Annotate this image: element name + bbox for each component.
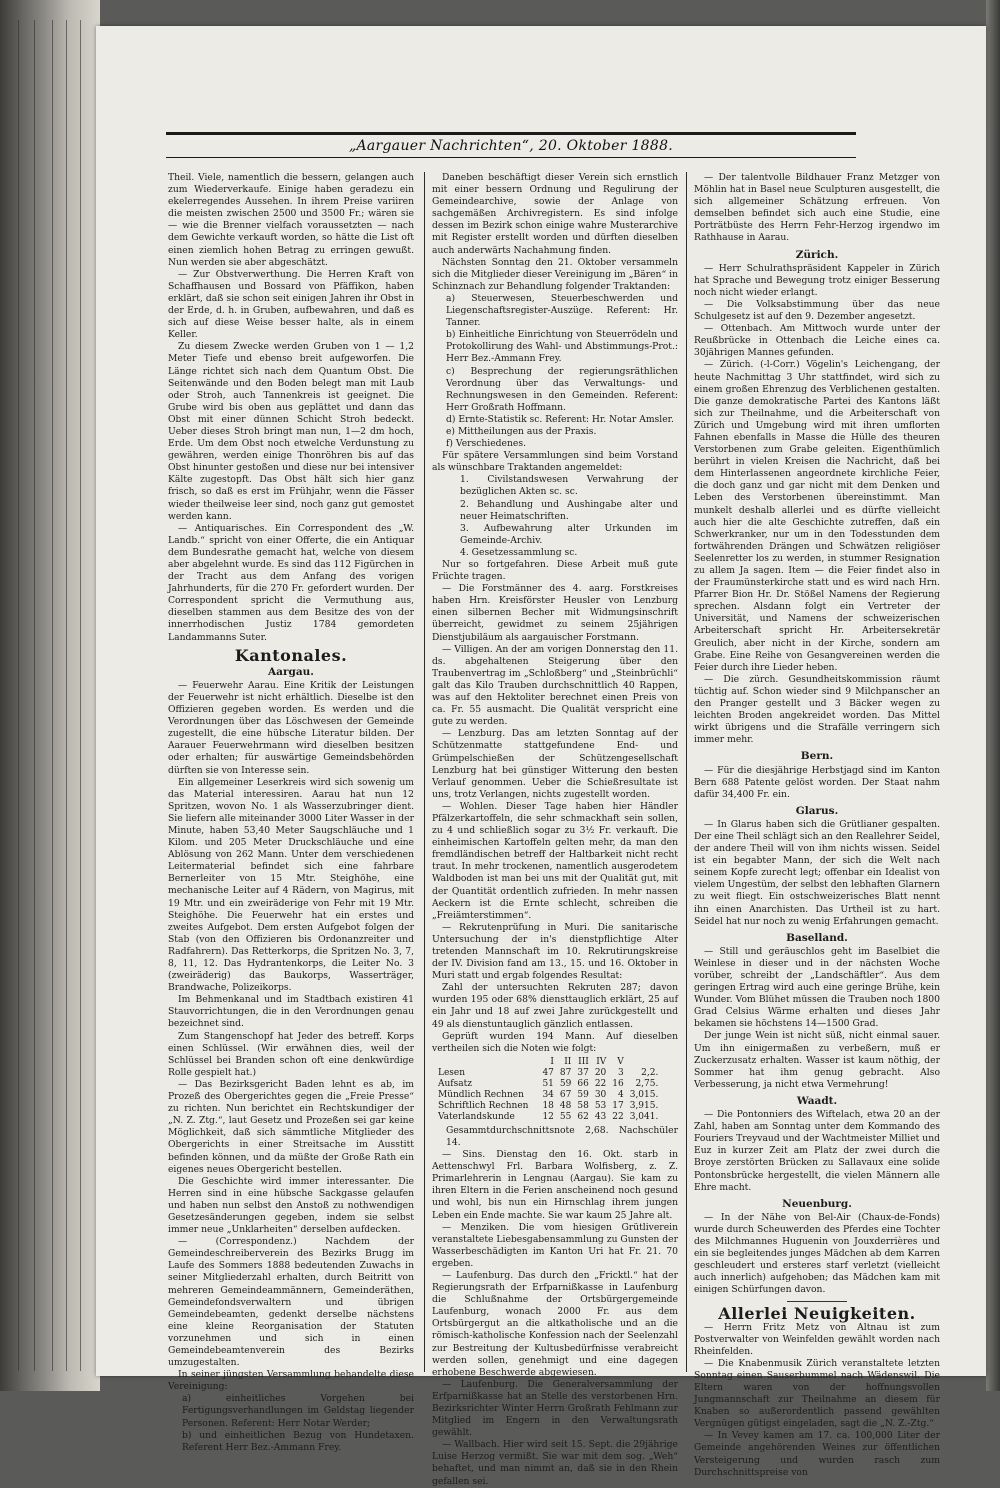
book-binding bbox=[0, 0, 100, 1391]
paragraph: — Die Pontonniers des Wiftelach, etwa 20 an der Zahl, haben am Sonntag unter dem Kommando des Fouriers Treyvaud und der Wachtmeister Milliet und Euz in kurzer Zeit am Platz der zwei durch die Broye zerstörten Brücken zu Sallavaux eine solide Pontonsbrücke hergestellt, die vielen Männern alle Ehre macht. bbox=[694, 1109, 940, 1193]
grades-summary: Gesammtdurchschnittsnote 2,68. Nachschüler 14. bbox=[446, 1124, 678, 1148]
list-item: a) Steuerwesen, Steuerbeschwerden und Liegenschaftsregister-Auszüge. Referent: Hr. Tanner. bbox=[446, 292, 678, 329]
table-cell: Aufsatz bbox=[438, 1078, 472, 1089]
paragraph: — Das Bezirksgericht Baden lehnt es ab, im Prozeß des Obergerichtes gegen die „Freie Presse“ zu richten. Nun berichtet ein Rechtskundiger der „N. Z. Ztg.“, laut Gesetz und Prozeßen sei gar keine Möglichkeit, daß sich sämmtliche Mitglieder des Obergerichts in einer Streitsache im Ausstitt befinden können, und da müßte der Große Rath ein eigenes neues Obergericht bestellen. bbox=[168, 1078, 414, 1175]
paragraph: — In Vevey kamen am 17. ca. 100,000 Liter der Gemeinde angehörenden Weines zur öffentlichen Versteigerung und wurden rasch zum Durchschnittspreise von bbox=[694, 1430, 940, 1478]
list-item: 2. Behandlung und Aushingabe alter und neuer Heimatschriften. bbox=[460, 498, 678, 522]
paragraph: Geprüft wurden 194 Mann. Auf dieselben vertheilen sich die Noten wie folgt: bbox=[432, 1030, 678, 1054]
table-cell: 59 bbox=[577, 1089, 589, 1100]
list-item: b) und einheitlichen Bezug von Hundetaxen. Referent Herr Bez.-Ammann Frey. bbox=[182, 1429, 414, 1453]
paragraph: Zahl der untersuchten Rekruten 287; davon wurden 195 oder 68% diensttauglich erklärt, 25 auf ein Jahr und 18 auf zwei Jahre zurückgestellt und 49 als dienstuntauglich gänzlich entlassen. bbox=[432, 982, 678, 1030]
paragraph: Für spätere Versammlungen sind beim Vorstand als wünschbare Traktanden angemeldet: bbox=[432, 450, 678, 474]
subsection-heading: Glarus. bbox=[795, 804, 839, 817]
table-cell: 30 bbox=[594, 1089, 607, 1100]
paragraph: — Still und geräuschlos geht im Baselbiet die Weinlese in dieser und in der nächsten Woche vorüber, schreibt der „Landschäftler“. Aus dem geringen Ertrag wird auch eine geringe Brühe, kein Wunder. Vom Blühet müssen die Trauben noch 1800 Grad Celsius Wärme erhalten und dieses Jahr bekamen sie höchstens 14—1500 Grad. bbox=[694, 945, 940, 1030]
subsection-heading: Aargau. bbox=[268, 665, 314, 678]
paragraph: — Die Volksabstimmung über das neue Schulgesetz ist auf den 9. Dezember angesetzt. bbox=[694, 298, 940, 323]
paragraph: — Wallbach. Hier wird seit 15. Sept. die 29jährige Luise Herzog vermißt. Sie war mit dem sog. „Weh“ behaftet, und man nimmt an, daß sie in den Rhein gefallen sei. bbox=[432, 1439, 678, 1487]
table-cell: 58 bbox=[577, 1100, 589, 1111]
table-row bbox=[438, 1068, 664, 1079]
paragraph: Zu diesem Zwecke werden Gruben von 1 — 1,2 Meter Tiefe und ebenso breit aufgeworfen. Die Länge richtet sich nach dem Quantum Obst. Die Seitenwände und den Boden belegt man mit Laub oder Stroh, auch Tannenkreis ist geeignet. Die Grube wird bis oben aus geplättet und dann das Obst mit einer dünnen Schicht Stroh bedeckt. Ueber dieses Stroh bringt man nun, 1—2 dm hoch, Erde. Um dem Obst noch etwelche Verdunstung zu gewähren, werden einige Thonröhren bis auf das Obst hinunter gestoßen und diese nur bei intensiver Kälte zugestopft. Das Obst hält sich hier ganz frisch, so daß es erst im Frühjahr, wenn die Fässer wieder theilweise leer sind, noch ganz gut gemostet werden kann. bbox=[168, 341, 414, 522]
column-divider bbox=[424, 172, 425, 1372]
paragraph: — Wohlen. Dieser Tage haben hier Händler Pfälzerkartoffeln, die sehr schmackhaft sein sollen, zu 4 und schließlich sogar zu 3½ Fr. verkauft. Die einheimischen Kartoffeln gelten mehr, da man den fremdländischen betreff der Haltbarkeit nicht recht traut. In mehr trockenen, namentlich ausgerodetem Waldboden ist man bei uns mit der Qualität gut, mit der Quantität ordentlich zufrieden. In mehr nassen Aeckern ist die Ernte schlecht, schreiben die „Freiämterstimmen“. bbox=[432, 800, 678, 921]
paragraph: — Zur Obstverwerthung. Die Herren Kraft von Schaffhausen und Bossard von Pfäffikon, haben erklärt, daß sie schon seit einigen Jahren ihr Obst in der Erde, d. h. in Gruben, aufbewahren, und daß es sich auf diese Weise besser halte, als in einem Keller. bbox=[168, 268, 414, 341]
page-edge bbox=[986, 0, 1000, 1391]
table-cell: 2,75. bbox=[635, 1078, 659, 1089]
column-divider bbox=[686, 172, 687, 1372]
table-cell: 3 bbox=[617, 1067, 624, 1078]
paragraph: — Die zürch. Gesundheitskommission räumt tüchtig auf. Schon wieder sind 9 Milchpanscher an den Pranger gestellt und 3 Bäcker wegen zu leichten Broden angekreidet worden. Das Mittel wirkt übrigens und die Strafälle verringern sich immer mehr. bbox=[694, 673, 940, 746]
table-cell: 22 bbox=[594, 1078, 607, 1089]
subsection-heading: Baselland. bbox=[786, 931, 848, 944]
list-item: 1. Civilstandswesen Verwahrung der bezüglichen Akten sc. sc. bbox=[460, 474, 678, 498]
table-cell: Schriftlich Rechnen bbox=[438, 1100, 529, 1111]
table-cell: 43 bbox=[594, 1111, 607, 1122]
paragraph: — Sins. Dienstag den 16. Okt. starb in Aettenschwyl Frl. Barbara Wolfisberg, z. Z. Primarlehrerin in Lengnau (Aargau). Sie kam zu ihren Eltern in die Ferien anscheinend noch gesund und wohl, bis nun ein Hirnschlag ihrem jungen Leben ein Ende machte. Sie war kaum 25 Jahre alt. bbox=[432, 1149, 678, 1221]
table-row bbox=[438, 1057, 664, 1068]
table-cell: V bbox=[617, 1056, 624, 1067]
table-cell: 48 bbox=[559, 1100, 572, 1111]
paragraph: — Villigen. An der am vorigen Donnerstag den 11. ds. abgehaltenen Steigerung über den Traubenvertrag im „Schloßberg“ und „Steinbrüchli“ galt das Kilo Trauben durchschnittlich 40 Rappen, was auf den Hektoliter berechnet einen Preis von ca. Fr. 55 ausmacht. Die Qualität verspricht eine gute zu werden. bbox=[432, 643, 678, 728]
paragraph: — Der talentvolle Bildhauer Franz Metzger von Möhlin hat in Basel neue Sculpturen ausgestellt, die sich allgemeiner Schätzung erfreuen. Von demselben befindet sich auch eine Studie, eine Porträtbüste des Herrn Fehr-Herzog irgendwo im Rathhause in Aarau. bbox=[694, 172, 940, 244]
table-cell: 12 bbox=[542, 1111, 554, 1122]
table-cell: 17 bbox=[612, 1100, 624, 1111]
table-cell: I bbox=[550, 1056, 554, 1067]
paragraph: In seiner jüngsten Versammlung behandelte diese Vereinigung: bbox=[168, 1369, 414, 1393]
newspaper-page bbox=[96, 26, 986, 1487]
paragraph: Theil. Viele, namentlich die bessern, gelangen auch zum Wiederverkaufe. Einige haben geradezu ein ekelerregendes Aussehen. In ihrem Preise variiren die meisten zwischen 2500 und 3500 Fr.; wären sie — wie die Brenner vielfach voraussetzten — nach dem Gewichte verkauft worden, so hätte die List oft einen ziemlich hohen Betrag zu erringen gewußt. Nun werden sie aber abgeschätzt. bbox=[168, 172, 414, 268]
table-cell: 87 bbox=[559, 1067, 572, 1078]
table-cell: Lesen bbox=[438, 1067, 466, 1078]
table-cell bbox=[438, 1057, 542, 1068]
paragraph: — Laufenburg. Die Generalversammlung der Erfparnißkasse hat an Stelle des verstorbenen Hrn. Bezirksrichter Winter Herrn Großrath Fehlmann zur Mitglied im Engern in den Verwaltungsrath gewählt. bbox=[432, 1378, 678, 1439]
header-title: „Aargauer Nachrichten“, 20. Oktober 1888. bbox=[348, 138, 674, 154]
list-item: 4. Gesetzessammlung sc. bbox=[460, 546, 578, 558]
subsection-heading: Zürich. bbox=[795, 248, 839, 261]
subsection-heading: Bern. bbox=[800, 750, 834, 763]
table-cell: 16 bbox=[612, 1078, 624, 1089]
table-cell: 59 bbox=[559, 1078, 572, 1089]
list-item: f) Verschiedenes. bbox=[446, 438, 526, 450]
table-cell: 62 bbox=[577, 1111, 589, 1122]
table-cell: Mündlich Rechnen bbox=[438, 1089, 524, 1100]
grades-table bbox=[438, 1057, 664, 1123]
paragraph: Ein allgemeiner Leserkreis wird sich sowenig um das Material interessiren. Aarau hat nun 12 Spritzen, wovon No. 1 als Wasserzubringer dient. Sie liefern alle miteinander 3000 Liter Wasser in der Minute, haben 53,40 Meter Saugschläuche und 1 Kilom. und 205 Meter Druckschläuche und eine Ablösung von 262 Mann. Unter dem verschiedenen Leitermaterial befindet sich eine fahrbare Bernerleiter von 15 Mtr. Steighöhe, eine mechanische Leiter auf 4 Rädern, von Magirus, mit 19 Mtr. und ein zweiräderige von Fehr mit 19 Mtr. Steighöhe. Die Feuerwehr hat ein erstes und zweites Aufgebot. Dem ersten Aufgebot folgen der Stab (von den Offizieren bis Ordonanzreiter und Radfahrern). Das Retterkorps, die Spritzen No. 3, 7, 8, 11, 12. Das Hydrantenkorps, die Leiter No. 3 (zweiräderig) das Baukorps, Wasserträger, Brandwache, Polizeikorps. bbox=[168, 776, 414, 994]
list-item: b) Einheitliche Einrichtung von Steuerrödeln und Protokollirung des Wahl- und Abstimmungs-Prot.: Herr Bez.-Ammann Frey. bbox=[446, 329, 678, 365]
table-row bbox=[438, 1079, 664, 1090]
paragraph: Zum Stangenschopf hat Jeder des betreff. Korps einen Schlüssel. (Wir erwähnen dies, weil der Schlüssel bei Branden schon oft eine denkwürdige Rolle gespielt hat.) bbox=[168, 1030, 414, 1078]
paragraph: — Feuerwehr Aarau. Eine Kritik der Leistungen der Feuerwehr ist nicht erhältlich. Dieselbe ist den Offizieren gegeben worden. Es werden und die Verordnungen über das Löschwesen der Gemeinde zugestellt, die eine hübsche Literatur bilden. Der Aarauer Feuerwehrmann wird dieselben besitzen oder erhalten; für auswärtige Gemeindsbehörden dürften sie von Interesse sein. bbox=[168, 679, 414, 776]
paragraph: — Ottenbach. Am Mittwoch wurde unter der Reußbrücke in Ottenbach die Leiche eines ca. 30jährigen Mannes gefunden. bbox=[694, 323, 940, 359]
paragraph: — Zürich. (-l-Corr.) Vögelin's Leichengang, der heute Nachmittag 3 Uhr stattfindet, wird sich zu einem großen Ehrenzug des Verblichenen gestalten. Die ganze demokratische Partei des Kantons läßt sich zur Theilnahme, und die Arbeiterschaft von Zürich und Umgebung wird mit ihren umflorten Fahnen ebenfalls in Masse die Hülle des theuren Verstorbenen zum Grabe geleiten. Eigenthümlich berührt in vielen Kreisen die Nachricht, daß bei dem Hinterlassenen angeordnete kirchliche Feier, die doch ganz und gar nicht mit dem Denken und Leben des Verstorbenen übereinstimmt. Man munkelt deshalb allerlei und es dürfte vielleicht auch hier die alte Geschichte zutreffen, daß ein Schwerkranker, nur um in den Todesstunden dem fortwährenden Drängen und Schwätzen religiöser Seelenretter los zu werden, in stummer Resignation zu allem Ja sagen. Item — die Feier findet also in der Fraumünsterkirche statt und es wird nach Hrn. Pfarrer Bion Hr. Dr. Stößel Namens der Regierung sprechen. Alsdann folgt ein Vertreter der Universität, und Namens der schweizerischen Arbeiterschaft spricht Hr. Arbeitersekretär Greulich, aber nicht in der Kirche, sondern am Grabe. Eine Reihe von Gesangvereinen werden die Feier durch ihre Lieder heben. bbox=[694, 359, 940, 673]
page-header bbox=[166, 132, 856, 158]
paragraph: — Für die diesjährige Herbstjagd sind im Kanton Bern 688 Patente gelöst worden. Der Staat nahm dafür 34,400 Fr. ein. bbox=[694, 764, 940, 800]
subsection-heading: Neuenburg. bbox=[782, 1197, 852, 1210]
column-3 bbox=[694, 172, 940, 1479]
table-cell: III bbox=[578, 1056, 589, 1067]
column-2 bbox=[432, 172, 678, 1488]
subsection-heading: Waadt. bbox=[796, 1094, 838, 1107]
paragraph: — Die Forstmänner des 4. aarg. Forstkreises haben Hrn. Kreisförster Heusler von Lenzburg einen silbernen Becher mit Widmungsinschrift überreicht, gewidmet zu seinem 25jährigen Dienstjubiläum als aargauischer Forstmann. bbox=[432, 583, 678, 643]
table-cell: 53 bbox=[594, 1100, 607, 1111]
paragraph: — In der Nähe von Bel-Air (Chaux-de-Fonds) wurde durch Scheuwerden des Pferdes eine Tochter des Milchmannes Huguenin von Jouxderrières und ein sie begleitendes junges Mädchen ab dem Karren geschleudert und ersteres starf verletzt (vielleicht auch innerlich) aufgehoben; das Mädchen kam mit einigen Schürfungen davon. bbox=[694, 1211, 940, 1296]
paragraph: Im Behmenkanal und im Stadtbach existiren 41 Stauvorrichtungen, die in den Verordnungen genau bezeichnet sind. bbox=[168, 994, 414, 1030]
paragraph: Die Geschichte wird immer interessanter. Die Herren sind in eine hübsche Sackgasse gelaufen und haben nun selbst den Anstoß zu nothwendigen Gesetzesänderungen gegeben, indem sie selbst immer neue „Unklarheiten“ derselben aufdecken. bbox=[168, 1175, 414, 1236]
paragraph: Nur so fortgefahren. Diese Arbeit muß gute Früchte tragen. bbox=[432, 559, 678, 583]
table-cell: 4 bbox=[617, 1089, 624, 1100]
paragraph: — Menziken. Die vom hiesigen Grütliverein veranstaltete Liebesgabensammlung zu Gunsten der Wasserbeschädigten im Kanton Uri hat Fr. 21. 70 ergeben. bbox=[432, 1221, 678, 1269]
list-item: d) Ernte-Statistik sc. Referent: Hr. Notar Amsler. bbox=[446, 413, 674, 425]
paragraph: Der junge Wein ist nicht süß, nicht einmal sauer. Um ihn einigermaßen zu verbeßern, muß er Zuckerzusatz erhalten. Wasser ist kaum nöthig, der Sommer hat ihm genug gebracht. Also Verbesserung, ja nicht etwa Vermehrung! bbox=[694, 1030, 940, 1090]
table-cell: 22 bbox=[612, 1111, 624, 1122]
table-cell: 67 bbox=[559, 1089, 572, 1100]
paragraph: — In Glarus haben sich die Grütlianer gespalten. Der eine Theil schlägt sich an den Reallehrer Seidel, der andere Theil will von ihm nichts wissen. Seidel ist ein begabter Mann, der sich die Welt nach seinem Kopfe zurecht legt; offenbar ein Idealist von vielem Ungestüm, der selbst den lebhaften Glarnern zu weit fliegt. Ein ostschweizerisches Blatt nennt ihn einen Anarchisten. Das Urtheil ist zu hart. Seidel hat nur noch zu wenig Erfahrungen gemacht. bbox=[694, 818, 940, 927]
paragraph: Nächsten Sonntag den 21. Oktober versammeln sich die Mitglieder dieser Vereinigung im „Bären“ in Schinznach zur Behandlung folgender Traktanden: bbox=[432, 256, 678, 292]
list-item: c) Besprechung der regierungsräthlichen Verordnung über das Verwaltungs- und Rechnungswesen in den Gemeinden. Referent: Herr Großrath Hoffmann. bbox=[446, 365, 678, 413]
section-heading: Kantonales. bbox=[234, 645, 348, 665]
table-cell: 34 bbox=[542, 1089, 554, 1100]
table-cell: 3,915. bbox=[629, 1100, 659, 1111]
table-cell: 20 bbox=[594, 1067, 607, 1078]
paragraph: Daneben beschäftigt dieser Verein sich ernstlich mit einer bessern Ordnung und Regulirung der Gemeindearchive, sowie der Anlage von sachgemäßen Archivregistern. Es sind infolge dessen im Bezirk schon einige wahre Musterarchive mit Register erstellt worden und dürften dieselben auch anderwärts Nachahmung finden. bbox=[432, 172, 678, 256]
list-item: e) Mittheilungen aus der Praxis. bbox=[446, 425, 597, 437]
list-item: 3. Aufbewahrung alter Urkunden im Gemeinde-Archiv. bbox=[460, 522, 678, 546]
paragraph: — Herr Schulrathspräsident Kappeler in Zürich hat Sprache und Bewegung trotz einiger Besserung noch nicht wieder erlangt. bbox=[694, 262, 940, 298]
table-cell: 55 bbox=[559, 1111, 572, 1122]
table-cell: 47 bbox=[542, 1067, 554, 1078]
table-cell: IV bbox=[596, 1056, 607, 1067]
table-cell: II bbox=[564, 1056, 572, 1067]
paragraph: — Lenzburg. Das am letzten Sonntag auf der Schützenmatte stattgefundene End- und Grümpelschießen der Schützengesellschaft Lenzburg hat bei günstiger Witterung den besten Verlauf genommen. Ueber die Schießresultate ist uns, trotz Verlangen, nichts zugestellt worden. bbox=[432, 728, 678, 800]
column-1 bbox=[168, 172, 414, 1454]
section-heading: Allerlei Neuigkeiten. bbox=[718, 1304, 916, 1324]
paragraph: — Laufenburg. Das durch den „Fricktl.“ hat der Regierungsrath der Erfparnißkasse in Laufenburg die Schlußnahme der Ortsbürgergemeinde Laufenburg, wonach 2000 Fr. aus dem Ortsbürgergut an die altkatholische und an die römisch-katholische Konfession nach der Seelenzahl zur Bestreitung der Kultusbedürfnisse verabreicht werden sollen, genehmigt und eine dagegen erhobene Beschwerde abgewiesen. bbox=[432, 1269, 678, 1378]
paragraph: — Rekrutenprüfung in Muri. Die sanitarische Untersuchung der in's dienstpflichtige Alter tretenden Mannschaft im 10. Rekrutirungskreise der IV. Division fand am 13., 15. und 16. Oktober in Muri statt und ergab folgendes Resultat: bbox=[432, 921, 678, 982]
table-cell: 66 bbox=[577, 1078, 589, 1089]
table-row bbox=[438, 1112, 664, 1123]
table-cell: 18 bbox=[542, 1100, 554, 1111]
paragraph: — (Correspondenz.) Nachdem der Gemeindeschreiberverein des Bezirks Brugg im Laufe des Sommers 1888 bedeutenden Zuwachs in seiner Mitgliederzahl erhalten, durch Beitritt von mehreren Gemeindeammännern, Gemeinderäthen, Gemeindefondsverwaltern und übrigen Gemeindebeamten, gedenkt derselbe nächstens eine kleine Reorganisation der Statuten vorzunehmen und sich in einen Gemeindebeamtenverein des Bezirks umzugestalten. bbox=[168, 1236, 414, 1369]
table-row bbox=[438, 1101, 664, 1112]
paragraph: — Antiquarisches. Ein Correspondent des „W. Landb.“ spricht von einer Offerte, die ein Antiquar dem Bundesrathe gemacht hat, welche von diesem aber abgelehnt wurde. Es sind das 112 Figürchen in der Tracht aus dem Anfang des vorigen Jahrhunderts, für die 270 Fr. gefordert wurden. Der Correspondent spricht die Vermuthung aus, dieselben stammen aus dem Besitze des von der innerrhodischen Justiz 1784 gemordeten Landammanns Suter. bbox=[168, 522, 414, 643]
table-cell: 51 bbox=[542, 1078, 554, 1089]
list-item: a) einheitliches Vorgehen bei Fertigungsverhandlungen im Geldstag liegender Personen. Referent: Herr Notar Werder; bbox=[182, 1393, 414, 1429]
table-cell bbox=[630, 1057, 665, 1068]
table-cell: 3,015. bbox=[629, 1089, 659, 1100]
paragraph: — Herrn Fritz Metz von Altnau ist zum Postverwalter von Weinfelden gewählt worden nach Rheinfelden. bbox=[694, 1321, 940, 1357]
table-row bbox=[438, 1090, 664, 1101]
table-cell: 37 bbox=[577, 1067, 589, 1078]
divider bbox=[787, 1301, 847, 1302]
table-cell: Vaterlandskunde bbox=[438, 1111, 515, 1122]
table-cell: 2,2. bbox=[641, 1067, 659, 1078]
table-cell: 3,041. bbox=[629, 1111, 659, 1122]
paragraph: — Die Knabenmusik Zürich veranstaltete letzten Sonntag einen Sauserbummel nach Wädenswil. Die Eltern waren von der hoffnungsvollen Jungmannschaft zur Theilnahme an diesem für Knaben so außerordentlich passend gewählten Vergnügen gütigst eingeladen, sagt die „N. Z.-Ztg.“ bbox=[694, 1357, 940, 1430]
